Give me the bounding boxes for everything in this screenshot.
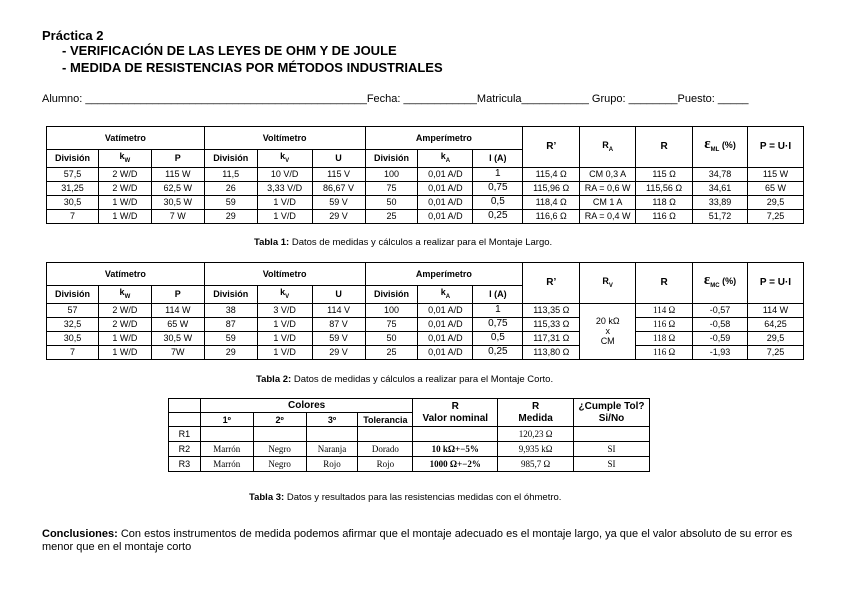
group-header: Amperímetro [365,127,523,150]
group-header: Vatímetro [47,127,205,150]
table-cell: 116 Ω [636,209,693,223]
heading-1: - VERIFICACIÓN DE LAS LEYES DE OHM Y DE JOULE [62,43,397,58]
table-cell: Negro [253,442,306,457]
table-cell: 30,5 [47,331,99,345]
table-row [47,181,804,195]
table-cell: 100 [365,167,418,181]
column-header: R’ [523,127,580,168]
table-cell: 120,23 Ω [498,427,574,442]
column-header: P = U·I [747,263,803,304]
column-header: P = U·I [747,127,803,168]
table-cell: 59 [204,195,257,209]
table-cell: 114 V [312,303,365,317]
column-header: $k_V$ [257,150,312,168]
table-cell: 9,935 kΩ [498,442,574,457]
table-cell: 1 W/D [98,195,151,209]
r-medida-header: R Medida [498,399,574,427]
table-cell: 1 [473,167,523,181]
table-cell: -0,57 [693,303,748,317]
table-cell: SI [574,442,650,457]
table-cell: 115 W [747,167,803,181]
table-cell: Rojo [358,457,413,472]
table-cell: 1 V/D [257,209,312,223]
table-cell: RA = 0,6 W [580,181,636,195]
table-cell: 7,25 [747,345,803,359]
table-cell: 7 [47,209,99,223]
table-cell: Marrón [200,442,253,457]
table-cell: 115,4 Ω [523,167,580,181]
table-cell: 0,01 A/D [418,317,473,331]
table-cell: 116 Ω [636,317,693,331]
table-cell: 0,5 [473,195,523,209]
table-cell: 0,01 A/D [418,181,473,195]
table-cell: 10 V/D [257,167,312,181]
table-row [47,303,804,317]
table-cell: 38 [204,303,257,317]
colores-header: Colores [200,399,412,413]
table-cell: Rojo [306,457,358,472]
column-header: P [151,286,204,304]
column-header: $\varepsilon_{MC}$ (%) [693,263,748,304]
column-header: División [47,150,99,168]
table-row [47,345,804,359]
table-cell [253,427,306,442]
table-cell: 3 V/D [257,303,312,317]
rv-cell: 20 kΩ x CM [580,303,636,359]
table-cell: 2 W/D [98,181,151,195]
table-cell: 62,5 W [151,181,204,195]
table-cell: 0,25 [473,345,523,359]
table-cell: 0,01 A/D [418,303,473,317]
table-row [47,331,804,345]
table-cell: 117,31 Ω [523,331,580,345]
table-cell: 115 V [312,167,365,181]
column-header: $k_A$ [418,150,473,168]
corner-cell [169,413,201,427]
table2-caption: Tabla 2: Datos de medidas y cálculos a realizar para el Montaje Corto. [256,374,554,385]
column-header: $\varepsilon_{ML}$ (%) [693,127,748,168]
table-cell: Negro [253,457,306,472]
column-header: 2º [253,413,306,427]
conclusions: Conclusiones: Con estos instrumentos de medida podemos afirmar que el montaje adecuado es el montaje largo, ya que el valor absoluto de su error es menor que en el montaje corto [42,528,793,553]
table-cell: Dorado [358,442,413,457]
table-cell: 31,25 [47,181,99,195]
table-cell: 0,01 A/D [418,167,473,181]
table-cell: 2 W/D [98,317,151,331]
table-cell: 0,5 [473,331,523,345]
table-cell: 86,67 V [312,181,365,195]
table-montaje-corto [46,262,804,360]
table-cell: 985,7 Ω [498,457,574,472]
table-row [169,427,650,442]
table-cell: 115,33 Ω [523,317,580,331]
table-montaje-largo [46,126,804,224]
table-cell: 1 W/D [98,209,151,223]
table-cell: 57 [47,303,99,317]
column-header: P [151,150,204,168]
table-cell: 0,01 A/D [418,195,473,209]
table-cell: 2 W/D [98,167,151,181]
table-cell: 118,4 Ω [523,195,580,209]
table-cell: 57,5 [47,167,99,181]
column-header: 1º [200,413,253,427]
table-cell: 50 [365,195,418,209]
table-cell: 118 Ω [636,331,693,345]
table-cell: 75 [365,317,418,331]
table-cell: RA = 0,4 W [580,209,636,223]
table-cell: 3,33 V/D [257,181,312,195]
table-cell: Marrón [200,457,253,472]
table-cell: 59 V [312,331,365,345]
table-cell: 34,61 [693,181,748,195]
column-header: $R_V$ [580,263,636,304]
table-cell: CM 1 A [580,195,636,209]
table-ohmetro [168,398,650,472]
table-cell [574,427,650,442]
table-cell: 25 [365,345,418,359]
column-header: Tolerancia [358,413,413,427]
table-cell: 1 W/D [98,331,151,345]
table-cell: 30,5 W [151,331,204,345]
table-cell: 59 V [312,195,365,209]
column-header: I (A) [473,150,523,168]
table-cell: 33,89 [693,195,748,209]
table-cell: 116,6 Ω [523,209,580,223]
table-cell: 2 W/D [98,303,151,317]
table-row [169,457,650,472]
table-cell: -1,93 [693,345,748,359]
table-cell: 0,01 A/D [418,331,473,345]
table-cell: 113,35 Ω [523,303,580,317]
column-header: División [365,286,418,304]
group-header: Voltímetro [204,263,365,286]
table-row [47,317,804,331]
table-cell: 30,5 W [151,195,204,209]
table-cell: 7 W [151,209,204,223]
table-cell: 1 V/D [257,317,312,331]
table-cell: 118 Ω [636,195,693,209]
table-cell [358,427,413,442]
table-cell: 11,5 [204,167,257,181]
student-info-line: Alumno: ______________________________________________Fecha: ____________Matricula___________ Grupo: ________Puesto: _____ [42,93,749,105]
table-cell: CM 0,3 A [580,167,636,181]
table-cell [200,427,253,442]
table3-caption: Tabla 3: Datos y resultados para las resistencias medidas con el óhmetro. [249,492,562,503]
column-header: R [636,263,693,304]
table-cell: 51,72 [693,209,748,223]
table-cell: 1 W/D [98,345,151,359]
cumple-header: ¿Cumple Tol? Si/No [574,399,650,427]
table-row [47,209,804,223]
table1-caption: Tabla 1: Datos de medidas y cálculos a realizar para el Montaje Largo. [254,237,553,248]
table-cell: 100 [365,303,418,317]
table-cell: 32,5 [47,317,99,331]
table-cell: 1 V/D [257,331,312,345]
table-cell: 115 Ω [636,167,693,181]
table-cell: 26 [204,181,257,195]
table-row [47,195,804,209]
table-cell: 0,25 [473,209,523,223]
table-cell: SI [574,457,650,472]
column-header: $k_A$ [418,286,473,304]
column-header: 3º [306,413,358,427]
table-cell: 115,96 Ω [523,181,580,195]
column-header: U [312,150,365,168]
table-cell: 0,01 A/D [418,209,473,223]
column-header: R’ [523,263,580,304]
table-cell [306,427,358,442]
table-cell: 7 [47,345,99,359]
table-cell: 65 W [151,317,204,331]
table-cell: 0,75 [473,317,523,331]
column-header: $k_W$ [98,286,151,304]
column-header: I (A) [473,286,523,304]
table-cell: 65 W [747,181,803,195]
table-cell: 1 [473,303,523,317]
heading-2: - MEDIDA DE RESISTENCIAS POR MÉTODOS INDUSTRIALES [62,60,443,75]
table-cell: 0,75 [473,181,523,195]
table-cell: -0,59 [693,331,748,345]
table-cell: 1 V/D [257,345,312,359]
table-cell: 115 W [151,167,204,181]
table-cell: 87 V [312,317,365,331]
column-header: R [636,127,693,168]
table-cell: 30,5 [47,195,99,209]
r-nominal-header: R Valor nominal [413,399,498,427]
table-cell: 7,25 [747,209,803,223]
table-cell: 1 V/D [257,195,312,209]
table-cell: R2 [169,442,201,457]
table-cell: 114 W [747,303,803,317]
table-cell: 115,56 Ω [636,181,693,195]
column-header: División [365,150,418,168]
table-cell: 116 Ω [636,345,693,359]
table-cell: 29,5 [747,195,803,209]
table-cell: 10 kΩ+−5% [413,442,498,457]
corner-cell [169,399,201,413]
group-header: Voltímetro [204,127,365,150]
table-cell: 1000 Ω+−2% [413,457,498,472]
table-cell: 64,25 [747,317,803,331]
table-cell: 25 [365,209,418,223]
table-cell: 29,5 [747,331,803,345]
table-cell: 0,01 A/D [418,345,473,359]
column-header: $R_A$ [580,127,636,168]
table-cell: R1 [169,427,201,442]
table-cell: R3 [169,457,201,472]
table-cell: 29 [204,209,257,223]
table-cell: 113,80 Ω [523,345,580,359]
table-cell: 7W [151,345,204,359]
table-cell: 29 V [312,209,365,223]
table-cell: 75 [365,181,418,195]
table-cell: 34,78 [693,167,748,181]
table-cell [413,427,498,442]
table-cell: 114 W [151,303,204,317]
table-cell: Naranja [306,442,358,457]
column-header: $k_V$ [257,286,312,304]
column-header: U [312,286,365,304]
column-header: División [204,150,257,168]
table-cell: 87 [204,317,257,331]
table-cell: 50 [365,331,418,345]
column-header: División [204,286,257,304]
group-header: Amperímetro [365,263,523,286]
table-cell: -0,58 [693,317,748,331]
column-header: División [47,286,99,304]
table-row [47,167,804,181]
table-cell: 29 [204,345,257,359]
table-row [169,442,650,457]
group-header: Vatímetro [47,263,205,286]
table-cell: 114 Ω [636,303,693,317]
table-cell: 29 V [312,345,365,359]
table-cell: 59 [204,331,257,345]
column-header: $k_W$ [98,150,151,168]
page-title: Práctica 2 [42,28,104,43]
